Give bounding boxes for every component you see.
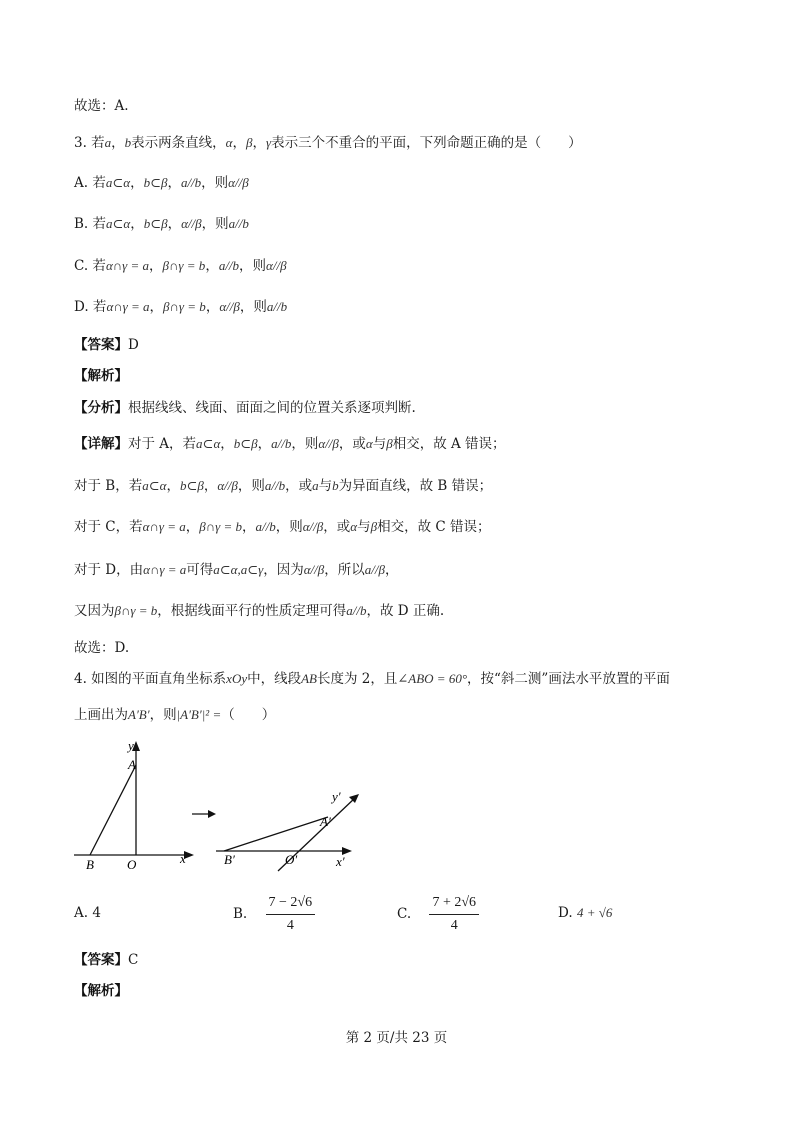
- label-y: y: [128, 738, 134, 753]
- label-x: x: [180, 851, 186, 866]
- option-4a: A. 4: [74, 905, 101, 921]
- coordinate-figure: [70, 735, 360, 875]
- option-3c: C. 若α∩γ = a，β∩γ = b，a//b，则α//β: [74, 258, 287, 274]
- label-o: O: [127, 857, 137, 872]
- label-a-prime: A′: [320, 814, 331, 829]
- analysis-fenxi: 【分析】根据线线、线面、面面之间的位置关系逐项判断.: [74, 400, 416, 416]
- analysis-4-heading: 【解析】: [74, 983, 128, 999]
- option-4b: B. $\frac{7 - 2√6}{4}$: [233, 893, 315, 936]
- detail-line-5: 又因为β∩γ = b，根据线面平行的性质定理可得a//b，故 D 正确.: [74, 603, 445, 619]
- analysis-3-heading: 【解析】: [74, 368, 128, 384]
- detail-line-3: 对于 C，若α∩γ = a，β∩γ = b，a//b，则α//β，或α与β相交，故 C 错误；: [74, 519, 491, 535]
- detail-line-2: 对于 B，若a⊂α，b⊂β，α//β，则a//b，或a与b为异面直线，故 B 错误；: [74, 478, 493, 494]
- label-b: B: [86, 857, 94, 872]
- option-3d: D. 若α∩γ = a，β∩γ = b，α//β，则a//b: [74, 299, 288, 315]
- answer-3: 【答案】D: [74, 337, 139, 353]
- option-4d: D. 4 + √6: [558, 905, 613, 921]
- question-4-line1: 4. 如图的平面直角坐标系xOy中，线段AB长度为 2，且∠ABO = 60°，按“斜二测”画法水平放置的平面: [74, 671, 670, 687]
- label-x-prime: x′: [336, 854, 345, 869]
- question-4-line2: 上画出为A′B′，则|A′B′|² =（ ）: [74, 707, 276, 723]
- label-a: A: [128, 757, 136, 772]
- option-4c: C. $\frac{7 + 2√6}{4}$: [397, 893, 479, 936]
- line-choose-a: 故选：A.: [74, 98, 129, 114]
- line-choose-d: 故选：D.: [74, 640, 130, 656]
- page-footer: 第 2 页/共 23 页: [345, 1030, 448, 1046]
- detail-line-4: 对于 D，由α∩γ = a可得a⊂α,a⊂γ，因为α//β，所以a//β，: [74, 562, 399, 578]
- option-3a: A. 若a⊂α，b⊂β，a//b，则α//β: [74, 175, 249, 191]
- answer-4: 【答案】C: [74, 952, 139, 968]
- label-y-prime: y′: [332, 789, 341, 804]
- question-3: 3. 若a，b表示两条直线，α，β，γ表示三个不重合的平面，下列命题正确的是（ ）: [74, 135, 582, 151]
- option-3b: B. 若a⊂α，b⊂β，α//β，则a//b: [74, 216, 249, 232]
- detail-line-1: 【详解】对于 A，若a⊂α，b⊂β，a//b，则α//β，或α与β相交，故 A 错误；: [74, 436, 506, 452]
- label-o-prime: O′: [285, 852, 298, 867]
- label-b-prime: B′: [224, 852, 235, 867]
